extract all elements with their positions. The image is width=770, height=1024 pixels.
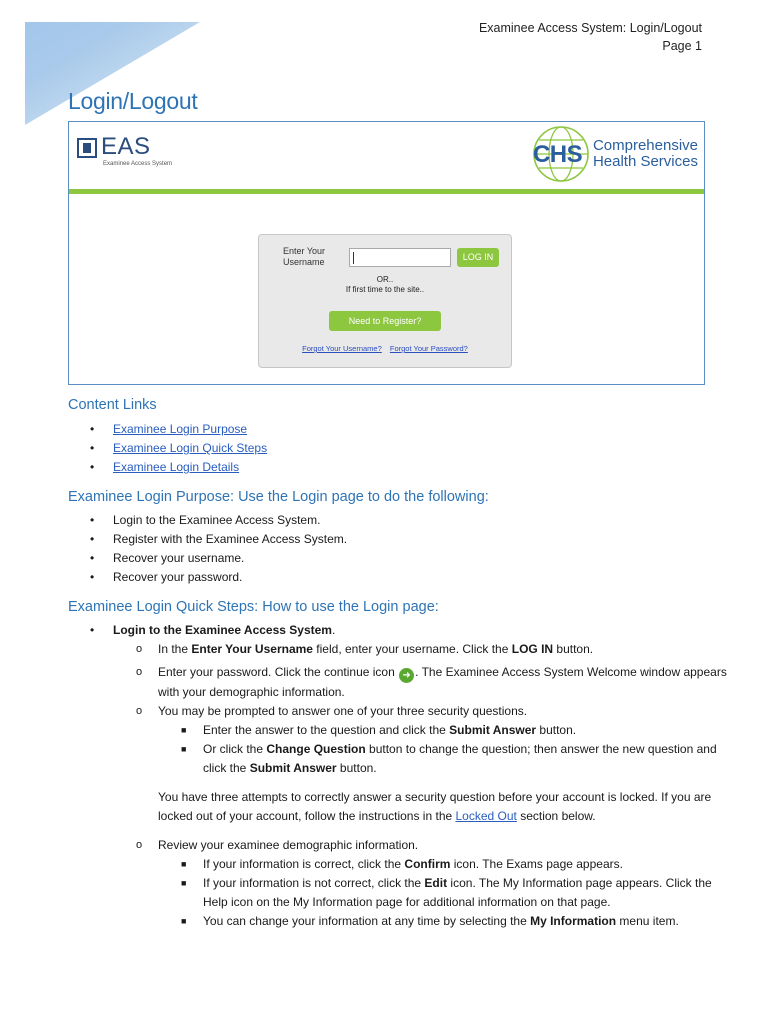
link-login-details[interactable]: Examinee Login Details bbox=[113, 460, 240, 474]
content-links-list bbox=[68, 420, 730, 477]
page-title: Login/Logout bbox=[68, 88, 198, 114]
username-input[interactable] bbox=[349, 248, 451, 267]
list-item: o You may be prompted to answer one of your three security questions. bbox=[136, 704, 528, 718]
eas-logo-icon bbox=[77, 138, 97, 158]
globe-icon bbox=[531, 124, 591, 184]
content-links-heading: Content Links bbox=[68, 397, 157, 413]
list-item: • Recover your username. bbox=[68, 549, 730, 568]
forgot-username-link[interactable]: Forgot Your Username? bbox=[302, 344, 382, 353]
step-text: Enter the answer to the question and click the bbox=[203, 723, 450, 737]
list-item: ■ If your information is not correct, click the Edit icon. The My Information page appears. Click the Help icon on the My Information page for additional information on that page. bbox=[181, 876, 712, 909]
list-item: • Recover your password. bbox=[68, 568, 730, 587]
list-item: ■ Enter the answer to the question and click the Submit Answer button. bbox=[181, 723, 577, 737]
step-text: In the bbox=[158, 642, 192, 656]
list-item: ■ You can change your information at any time by selecting the My Information menu item. bbox=[181, 914, 679, 928]
step-bold: Submit Answer bbox=[249, 761, 337, 775]
list-item: ■ If your information is correct, click the Confirm icon. The Exams page appears. bbox=[181, 857, 623, 871]
list-item: o Enter your password. Click the continue icon ➜ . The Examinee Access System Welcome window appears with your demographic information. bbox=[136, 665, 727, 699]
step1-end: . bbox=[331, 623, 336, 637]
step-text: button to change the question; then answer the new question and click the bbox=[203, 742, 717, 775]
step-bold: Submit Answer bbox=[449, 723, 537, 737]
continue-icon: ➜ bbox=[399, 668, 414, 683]
link-login-purpose[interactable]: Examinee Login Purpose bbox=[113, 422, 248, 436]
step-bold: Change Question bbox=[266, 742, 366, 756]
step-bold: Enter Your Username bbox=[191, 642, 313, 656]
step-bold: Confirm bbox=[404, 857, 451, 871]
chs-name bbox=[593, 138, 698, 170]
locked-out-link[interactable]: Locked Out bbox=[455, 809, 517, 823]
or-line1: OR.. bbox=[376, 275, 394, 284]
list-item: • Register with the Examinee Access System. bbox=[68, 530, 730, 549]
list-item: o In the Enter Your Username field, enter your username. Click the LOG IN button. bbox=[136, 642, 594, 656]
step1-title: Login to the Examinee Access System bbox=[113, 623, 332, 637]
step-text: menu item. bbox=[616, 914, 679, 928]
header-title: Examinee Access System: Login/Logout bbox=[478, 21, 702, 35]
forgot-password-link[interactable]: Forgot Your Password? bbox=[389, 344, 468, 353]
step-text: button. bbox=[336, 761, 377, 775]
purpose-heading: Examinee Login Purpose: Use the Login page to do the following: bbox=[68, 489, 489, 505]
eas-logo bbox=[77, 135, 151, 159]
quick-steps-body bbox=[68, 621, 730, 931]
eas-logo-text: EAS bbox=[101, 133, 151, 160]
locked-note bbox=[68, 788, 730, 826]
list-item bbox=[68, 458, 730, 477]
chs-logo bbox=[531, 124, 698, 184]
step-text: You may be prompted to answer one of your three security questions. bbox=[158, 704, 528, 718]
step-text: You can change your information at any time by selecting the bbox=[203, 914, 531, 928]
register-button[interactable]: Need to Register? bbox=[329, 311, 441, 331]
step-text: field, enter your username. Click the bbox=[312, 642, 512, 656]
login-button[interactable]: LOG IN bbox=[457, 248, 499, 267]
step-text: button. bbox=[553, 642, 594, 656]
note-text: You have three attempts to correctly answer a security question before your account is locked. If you are locked out of your account, follow the instructions in the bbox=[158, 790, 712, 823]
list-item: ■ Or click the Change Question button to change the question; then answer the new question and click the Submit Answer button. bbox=[181, 742, 717, 775]
quick-steps-heading: Examinee Login Quick Steps: How to use the Login page: bbox=[68, 599, 439, 615]
purpose-list bbox=[68, 511, 730, 587]
step-text: Review your examinee demographic information. bbox=[158, 838, 419, 852]
step-text: Or click the bbox=[203, 742, 267, 756]
login-screenshot bbox=[68, 121, 705, 385]
link-login-quick-steps[interactable]: Examinee Login Quick Steps bbox=[113, 441, 268, 455]
step-text: If your information is not correct, click the bbox=[203, 876, 425, 890]
username-label: Enter Your Username bbox=[283, 246, 326, 267]
step-text: . The Examinee Access System Welcome window appears with your demographic information. bbox=[158, 665, 727, 699]
step-text: If your information is correct, click the bbox=[203, 857, 405, 871]
login-panel bbox=[258, 234, 512, 368]
step-text: button. bbox=[536, 723, 577, 737]
step-text: icon. The My Information page appears. Click the Help icon on the My Information page for additional information on that page. bbox=[203, 876, 712, 909]
chs-name-line2: Health Services bbox=[592, 153, 698, 170]
chs-name-line1: Comprehensive bbox=[592, 137, 698, 154]
page-number: Page 1 bbox=[662, 39, 702, 53]
chs-mark: CHS bbox=[532, 141, 583, 168]
list-item bbox=[68, 621, 730, 640]
list-item: • Login to the Examinee Access System. bbox=[68, 511, 730, 530]
or-text bbox=[259, 275, 511, 295]
forgot-links bbox=[259, 344, 511, 353]
step-text: Enter your password. Click the continue icon bbox=[158, 665, 399, 679]
list-item: o Review your examinee demographic information. bbox=[136, 838, 419, 852]
step-text: icon. The Exams page appears. bbox=[450, 857, 623, 871]
page-header bbox=[479, 19, 702, 55]
step-bold: LOG IN bbox=[511, 642, 554, 656]
step-bold: My Information bbox=[530, 914, 617, 928]
list-item bbox=[68, 420, 730, 439]
eas-logo-subtitle: Examinee Access System bbox=[103, 161, 173, 167]
or-line2: If first time to the site.. bbox=[345, 285, 425, 294]
note-text: section below. bbox=[516, 809, 596, 823]
green-divider bbox=[69, 189, 704, 194]
step-bold: Edit bbox=[424, 876, 448, 890]
list-item bbox=[68, 439, 730, 458]
